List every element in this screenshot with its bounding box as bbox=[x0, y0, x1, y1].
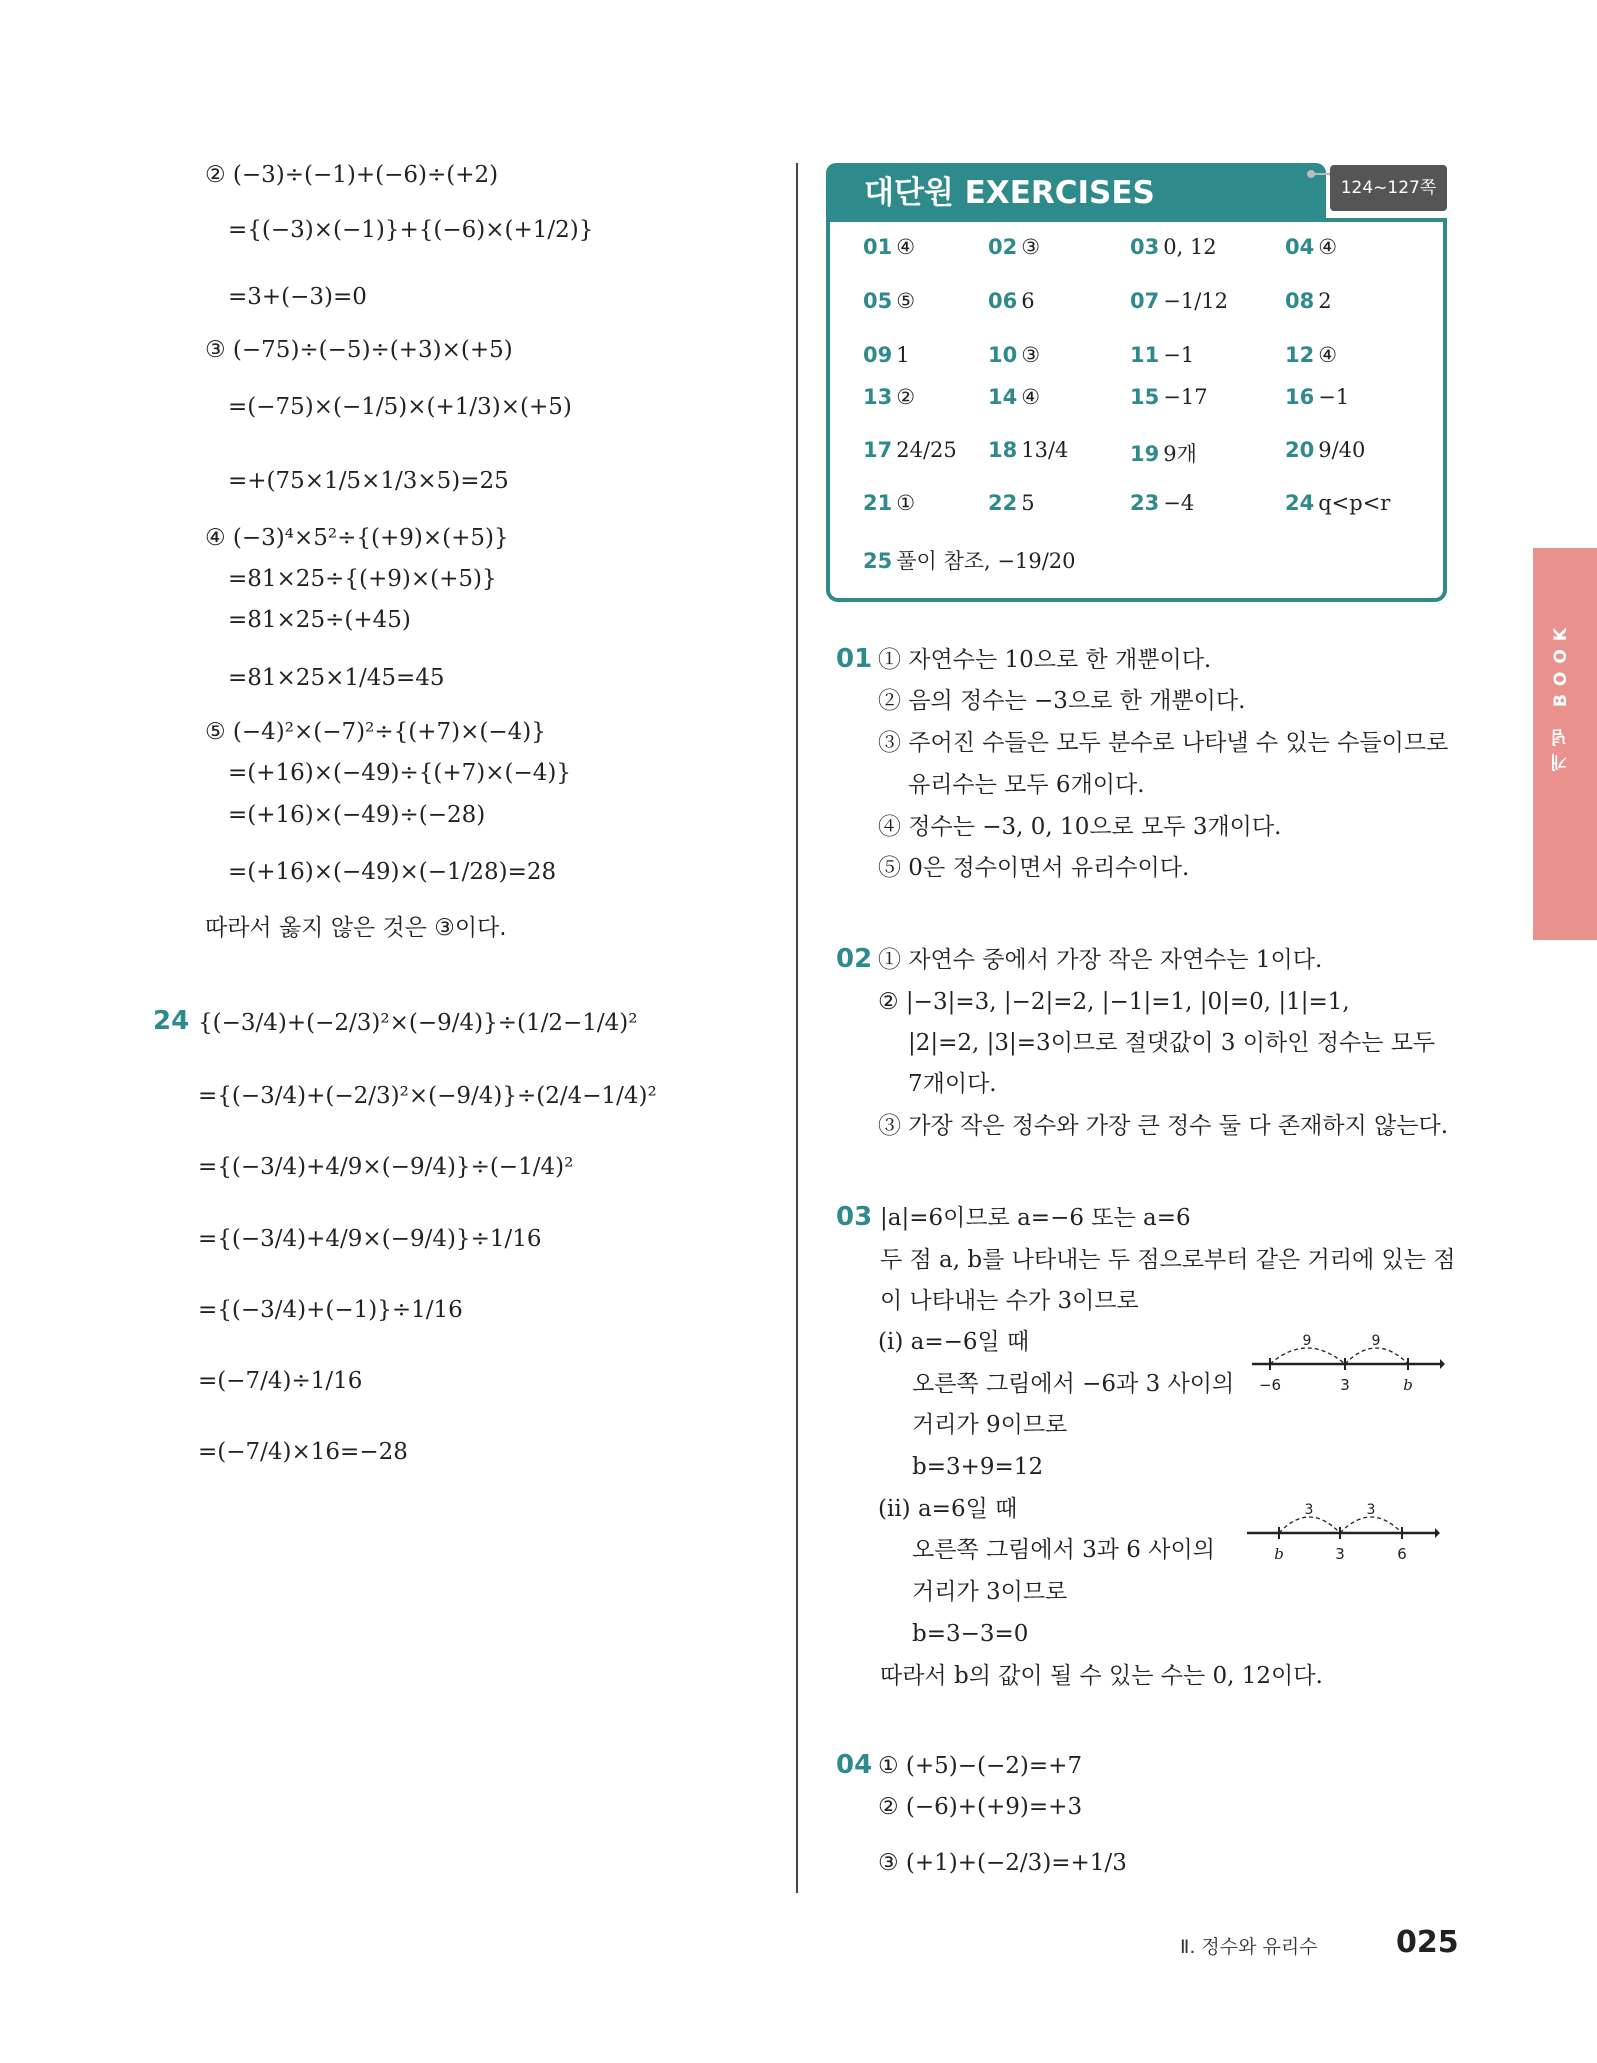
answer-item: 16 −1 bbox=[1285, 385, 1350, 409]
solution-line: =(−75)×(−1/5)×(+1/3)×(+5) bbox=[228, 394, 572, 420]
solution-line: ② 음의 정수는 −3으로 한 개뿐이다. bbox=[878, 688, 1246, 714]
solution-line: ③ 가장 작은 정수와 가장 큰 정수 둘 다 존재하지 않는다. bbox=[878, 1113, 1448, 1139]
solution-line: ⑤ (−4)²×(−7)²÷{(+7)×(−4)} bbox=[205, 719, 546, 745]
answer-item: 05 ⑤ bbox=[863, 289, 916, 313]
solution-line: =81×25×1/45=45 bbox=[228, 665, 445, 691]
solution-line: =(−7/4)÷1/16 bbox=[198, 1368, 363, 1394]
solution-line: ① 자연수는 10으로 한 개뿐이다. bbox=[878, 647, 1212, 673]
page-range-badge: 124~127쪽 bbox=[1330, 165, 1447, 211]
solution-line: (i) a=−6일 때 bbox=[878, 1329, 1030, 1355]
answer-item: 04 ④ bbox=[1285, 235, 1338, 259]
conclusion-line: 따라서 옳지 않은 것은 ③이다. bbox=[205, 915, 507, 941]
answer-item: 15 −17 bbox=[1130, 385, 1208, 409]
solution-line: =81×25÷(+45) bbox=[228, 607, 411, 633]
solution-line: 따라서 b의 값이 될 수 있는 수는 0, 12이다. bbox=[880, 1663, 1323, 1689]
side-tab-label: 개념 BOOK bbox=[1551, 620, 1571, 771]
solution-line: ① (+5)−(−2)=+7 bbox=[878, 1753, 1083, 1779]
answer-item: 12 ④ bbox=[1285, 343, 1338, 367]
arc-label: 9 bbox=[1371, 1333, 1381, 1349]
solution-number-02: 02 bbox=[836, 944, 873, 974]
solution-line: =(+16)×(−49)×(−1/28)=28 bbox=[228, 859, 557, 885]
solution-line: 7개이다. bbox=[908, 1071, 997, 1097]
answer-item: 07 −1/12 bbox=[1130, 289, 1228, 313]
page-number: 025 bbox=[1396, 1925, 1459, 1960]
solution-line: ={(−3/4)+(−2/3)²×(−9/4)}÷(2/4−1/4)² bbox=[198, 1083, 657, 1109]
tick-label: b bbox=[1274, 1545, 1284, 1563]
solution-line: ② |−3|=3, |−2|=2, |−1|=1, |0|=0, |1|=1, bbox=[878, 989, 1350, 1015]
solution-line: =3+(−3)=0 bbox=[228, 284, 367, 310]
solution-number-03: 03 bbox=[836, 1202, 873, 1232]
solution-line: ④ 정수는 −3, 0, 10으로 모두 3개이다. bbox=[878, 814, 1282, 840]
solution-line: =(+16)×(−49)÷{(+7)×(−4)} bbox=[228, 760, 572, 786]
problem-number-24: 24 bbox=[153, 1006, 190, 1036]
tick-label: 6 bbox=[1397, 1545, 1407, 1563]
tick-label: 3 bbox=[1335, 1545, 1345, 1563]
tick-label: 3 bbox=[1340, 1376, 1350, 1394]
solution-line: ={(−3)×(−1)}+{(−6)×(+1/2)} bbox=[228, 217, 594, 243]
solution-line: ③ (+1)+(−2/3)=+1/3 bbox=[878, 1850, 1127, 1876]
solution-line: b=3−3=0 bbox=[912, 1621, 1029, 1647]
solution-line: ② (−3)÷(−1)+(−6)÷(+2) bbox=[205, 162, 499, 188]
answer-item: 17 24/25 bbox=[863, 438, 957, 462]
solution-line: 거리가 9이므로 bbox=[912, 1412, 1068, 1438]
solution-line: ={(−3/4)+4/9×(−9/4)}÷(−1/4)² bbox=[198, 1154, 574, 1180]
solution-line: 두 점 a, b를 나타내는 두 점으로부터 같은 거리에 있는 점 bbox=[880, 1247, 1456, 1273]
answer-item: 11 −1 bbox=[1130, 343, 1195, 367]
answer-item: 25 풀이 참조, −19/20 bbox=[863, 549, 1076, 573]
answer-item: 03 0, 12 bbox=[1130, 235, 1217, 259]
solution-line: b=3+9=12 bbox=[912, 1454, 1044, 1480]
tick-label: −6 bbox=[1258, 1376, 1282, 1394]
solution-line: ⑤ 0은 정수이면서 유리수이다. bbox=[878, 855, 1190, 881]
tick-label: b bbox=[1403, 1376, 1413, 1394]
solution-line: 유리수는 모두 6개이다. bbox=[908, 772, 1145, 798]
solution-line: =(−7/4)×16=−28 bbox=[198, 1439, 408, 1465]
answer-item: 19 9개 bbox=[1130, 442, 1197, 466]
solution-line: 오른쪽 그림에서 −6과 3 사이의 bbox=[912, 1371, 1235, 1397]
answer-item: 13 ② bbox=[863, 385, 916, 409]
solution-line: ④ (−3)⁴×5²÷{(+9)×(+5)} bbox=[205, 525, 509, 551]
answer-item: 22 5 bbox=[988, 491, 1035, 515]
solution-line: ② (−6)+(+9)=+3 bbox=[878, 1794, 1083, 1820]
answer-item: 10 ③ bbox=[988, 343, 1041, 367]
number-line-figure-2 bbox=[1245, 1497, 1440, 1567]
chapter-title: Ⅱ. 정수와 유리수 bbox=[1180, 1936, 1318, 1958]
solution-line: 거리가 3이므로 bbox=[912, 1579, 1068, 1605]
answer-item: 14 ④ bbox=[988, 385, 1041, 409]
solution-line: ={(−3/4)+(−1)}÷1/16 bbox=[198, 1297, 463, 1323]
solution-line: |a|=6이므로 a=−6 또는 a=6 bbox=[880, 1205, 1191, 1231]
solution-line: =81×25÷{(+9)×(+5)} bbox=[228, 566, 497, 592]
exercises-title: 대단원 EXERCISES bbox=[826, 163, 1326, 223]
answer-item: 09 1 bbox=[863, 343, 910, 367]
solution-line: {(−3/4)+(−2/3)²×(−9/4)}÷(1/2−1/4)² bbox=[198, 1010, 638, 1036]
arc-label: 3 bbox=[1366, 1502, 1376, 1518]
answer-item: 20 9/40 bbox=[1285, 438, 1366, 462]
number-line-figure-1 bbox=[1250, 1328, 1445, 1398]
answer-item: 08 2 bbox=[1285, 289, 1332, 313]
solution-line: ③ (−75)÷(−5)÷(+3)×(+5) bbox=[205, 337, 513, 363]
solution-line: ③ 주어진 수들은 모두 분수로 나타낼 수 있는 수들이므로 bbox=[878, 730, 1449, 756]
answer-item: 01 ④ bbox=[863, 235, 916, 259]
answer-item: 02 ③ bbox=[988, 235, 1041, 259]
solution-line: =(+16)×(−49)÷(−28) bbox=[228, 802, 486, 828]
arc-label: 9 bbox=[1302, 1333, 1312, 1349]
solution-line: ① 자연수 중에서 가장 작은 자연수는 1이다. bbox=[878, 947, 1323, 973]
solution-line: 오른쪽 그림에서 3과 6 사이의 bbox=[912, 1537, 1215, 1563]
answer-item: 21 ① bbox=[863, 491, 916, 515]
answer-item: 23 −4 bbox=[1130, 491, 1195, 515]
solution-number-01: 01 bbox=[836, 644, 873, 674]
solution-line: ={(−3/4)+4/9×(−9/4)}÷1/16 bbox=[198, 1226, 542, 1252]
solution-number-04: 04 bbox=[836, 1750, 873, 1780]
solution-line: |2|=2, |3|=3이므로 절댓값이 3 이하인 정수는 모두 bbox=[908, 1030, 1436, 1056]
answer-item: 18 13/4 bbox=[988, 438, 1069, 462]
solution-line: =+(75×1/5×1/3×5)=25 bbox=[228, 468, 509, 494]
solution-line: (ii) a=6일 때 bbox=[878, 1496, 1018, 1522]
arc-label: 3 bbox=[1304, 1502, 1314, 1518]
solution-line: 이 나타내는 수가 3이므로 bbox=[880, 1288, 1139, 1314]
column-divider bbox=[796, 163, 798, 1893]
answer-item: 06 6 bbox=[988, 289, 1035, 313]
answer-item: 24 q<p<r bbox=[1285, 491, 1391, 515]
